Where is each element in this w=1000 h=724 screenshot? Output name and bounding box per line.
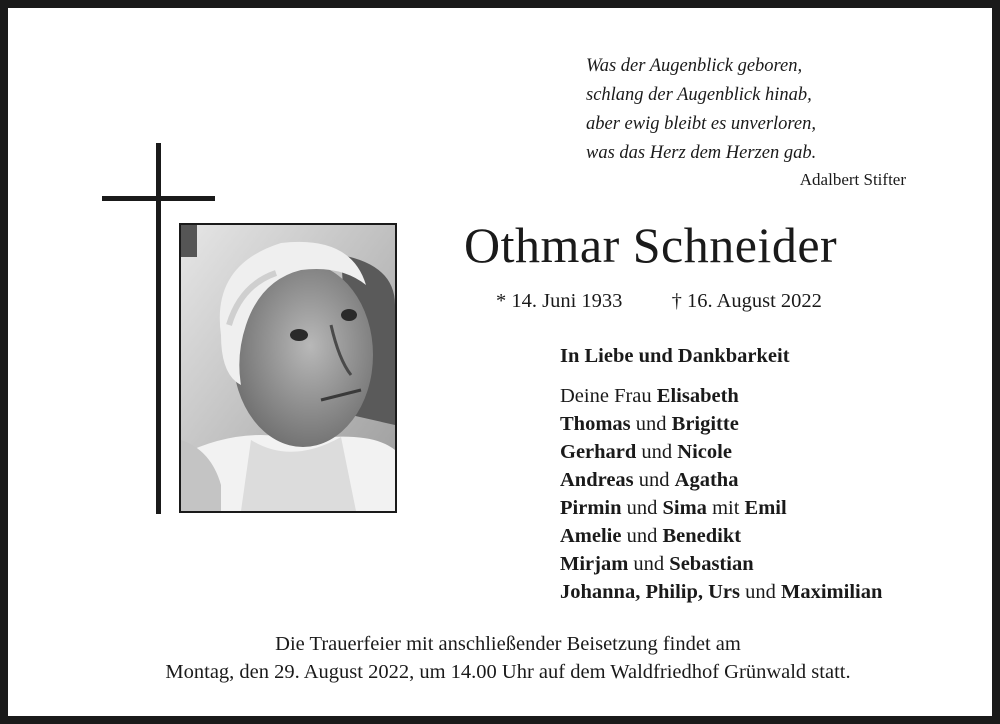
service-line-1: Die Trauerfeier mit anschließender Beisetzung findet am <box>275 633 741 655</box>
family-connector: und <box>633 469 675 491</box>
service-notice <box>8 630 1000 686</box>
family-connector: und <box>621 525 663 547</box>
family-member-name: Gerhard <box>560 441 637 463</box>
family-list <box>560 342 882 606</box>
life-dates <box>496 290 822 313</box>
portrait-illustration <box>181 225 395 511</box>
family-member-name: Maximilian <box>781 581 883 603</box>
poem-line: was das Herz dem Herzen gab. <box>586 143 817 163</box>
family-member-name: Sebastian <box>669 553 754 575</box>
family-member-name: Elisabeth <box>656 385 739 407</box>
family-member-row <box>560 410 882 438</box>
family-connector: und <box>630 413 672 435</box>
family-member-name: Andreas <box>560 469 634 491</box>
family-member-name: Nicole <box>677 441 732 463</box>
family-member-name: Brigitte <box>671 413 739 435</box>
family-connector: mit <box>706 497 745 519</box>
family-member-row <box>560 438 882 466</box>
family-member-name: Thomas <box>560 413 631 435</box>
family-member-name: Pirmin <box>560 497 622 519</box>
portrait-photo <box>179 223 397 513</box>
family-member-name: Sima <box>662 497 707 519</box>
family-member-name: Mirjam <box>560 553 629 575</box>
family-rows <box>560 382 882 606</box>
family-member-row <box>560 382 882 410</box>
poem-author: Adalbert Stifter <box>799 170 906 189</box>
family-connector: und <box>628 553 670 575</box>
family-connector: und <box>636 441 678 463</box>
death-date: † 16. August 2022 <box>671 290 822 312</box>
birth-date: * 14. Juni 1933 <box>496 290 623 312</box>
family-connector: Deine Frau <box>560 385 657 407</box>
poem <box>586 52 906 168</box>
family-intro: In Liebe und Dankbarkeit <box>560 345 790 367</box>
family-member-name: Johanna, Philip, Urs <box>560 581 740 603</box>
poem-line: schlang der Augenblick hinab, <box>586 85 812 105</box>
family-member-name: Emil <box>744 497 787 519</box>
deceased-name: Othmar Schneider <box>464 217 838 273</box>
family-member-row <box>560 494 882 522</box>
family-member-row <box>560 466 882 494</box>
family-member-name: Benedikt <box>662 525 742 547</box>
family-member-row <box>560 550 882 578</box>
family-member-name: Amelie <box>560 525 622 547</box>
cross-icon-bar <box>102 196 215 201</box>
service-line-2: Montag, den 29. August 2022, um 14.00 Uhr auf dem Waldfriedhof Grünwald statt. <box>165 661 851 683</box>
poem-line: aber ewig bleibt es unverloren, <box>586 114 817 134</box>
family-member-row <box>560 578 882 606</box>
poem-line: Was der Augenblick geboren, <box>586 56 803 76</box>
family-connector: und <box>740 581 781 603</box>
family-connector: und <box>621 497 663 519</box>
family-member-row <box>560 522 882 550</box>
family-member-name: Agatha <box>674 469 739 491</box>
